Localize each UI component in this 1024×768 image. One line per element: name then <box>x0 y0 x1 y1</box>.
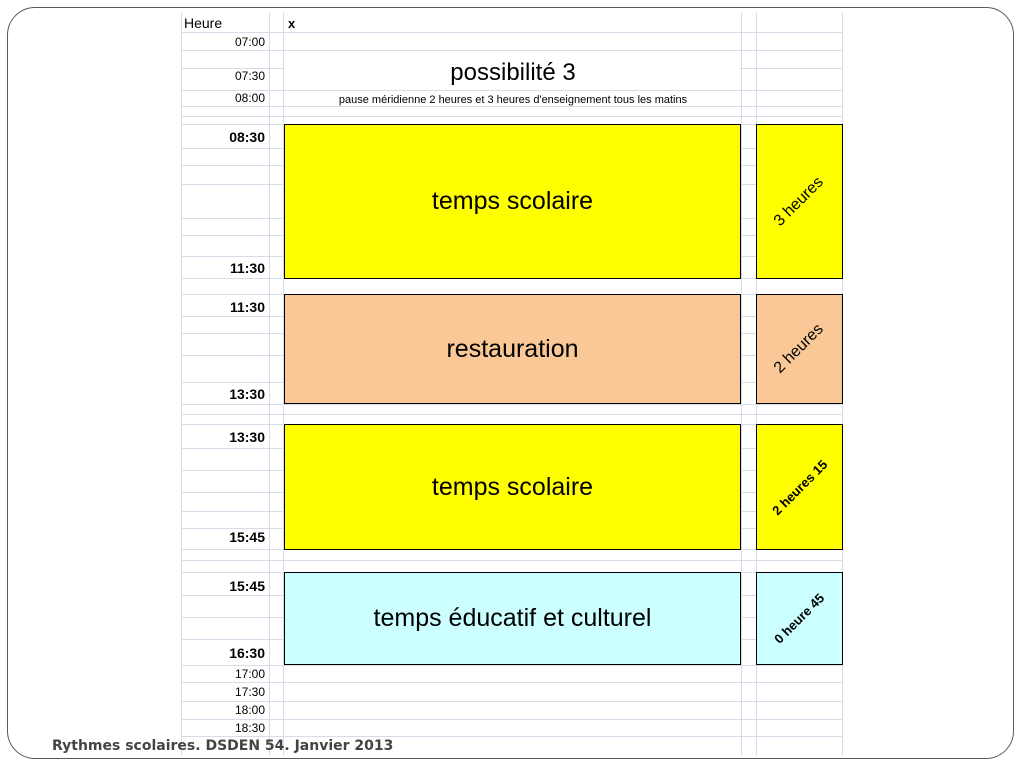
time-label: 11:30 <box>229 260 265 276</box>
page-title: possibilité 3 <box>450 59 576 86</box>
schedule-block-restauration <box>284 294 741 404</box>
duration-label: 2 heures 15 <box>768 456 831 518</box>
time-label: 18:00 <box>234 703 265 717</box>
time-label: 17:30 <box>234 685 265 699</box>
schedule-block-temps-scolaire-morning <box>284 124 741 279</box>
time-label: 13:30 <box>229 429 265 445</box>
duration-box-lunch <box>756 294 843 404</box>
duration-label: 2 heures <box>771 320 828 377</box>
grid-line <box>181 736 843 737</box>
grid-line <box>181 560 843 561</box>
schedule-spreadsheet <box>181 12 843 756</box>
time-label: 15:45 <box>229 529 265 545</box>
grid-line <box>269 12 270 756</box>
heure-column-header: Heure <box>184 15 223 31</box>
duration-box-afternoon <box>756 424 843 550</box>
time-label: 13:30 <box>229 386 265 402</box>
time-label: 11:30 <box>229 299 265 315</box>
duration-box-morning <box>756 124 843 279</box>
block-label: temps scolaire <box>431 472 594 501</box>
time-label: 18:30 <box>234 721 265 735</box>
page-subtitle: pause méridienne 2 heures et 3 heures d'enseignement tous les matins <box>338 94 688 106</box>
duration-label: 0 heure 45 <box>771 590 828 647</box>
grid-line <box>181 90 843 91</box>
duration-label: 3 heures <box>771 173 828 230</box>
grid-line <box>181 682 843 683</box>
grid-line <box>181 719 843 720</box>
grid-line <box>181 701 843 702</box>
block-label: restauration <box>446 334 579 363</box>
time-label: 16:30 <box>229 645 265 661</box>
time-label: 15:45 <box>229 578 265 594</box>
time-label: 08:00 <box>234 91 265 105</box>
grid-line <box>741 12 742 756</box>
block-label: temps éducatif et culturel <box>373 604 652 632</box>
block-label: temps scolaire <box>431 187 594 215</box>
time-label: 17:00 <box>234 667 265 681</box>
grid-line <box>181 404 843 405</box>
slide-footer: Rythmes scolaires. DSDEN 54. Janvier 2013 <box>52 738 394 754</box>
grid-line <box>181 106 843 107</box>
time-label: 07:00 <box>234 35 265 49</box>
duration-box-educatif <box>756 572 843 665</box>
schedule-block-temps-scolaire-afternoon <box>284 424 741 550</box>
schedule-block-temps-educatif <box>284 572 741 665</box>
grid-line <box>181 665 843 666</box>
grid-line <box>181 116 843 117</box>
grid-line <box>181 32 843 33</box>
grid-line <box>181 414 843 415</box>
time-label: 07:30 <box>234 69 265 83</box>
time-label: 08:30 <box>229 129 265 145</box>
activity-column-header: x <box>288 16 296 31</box>
